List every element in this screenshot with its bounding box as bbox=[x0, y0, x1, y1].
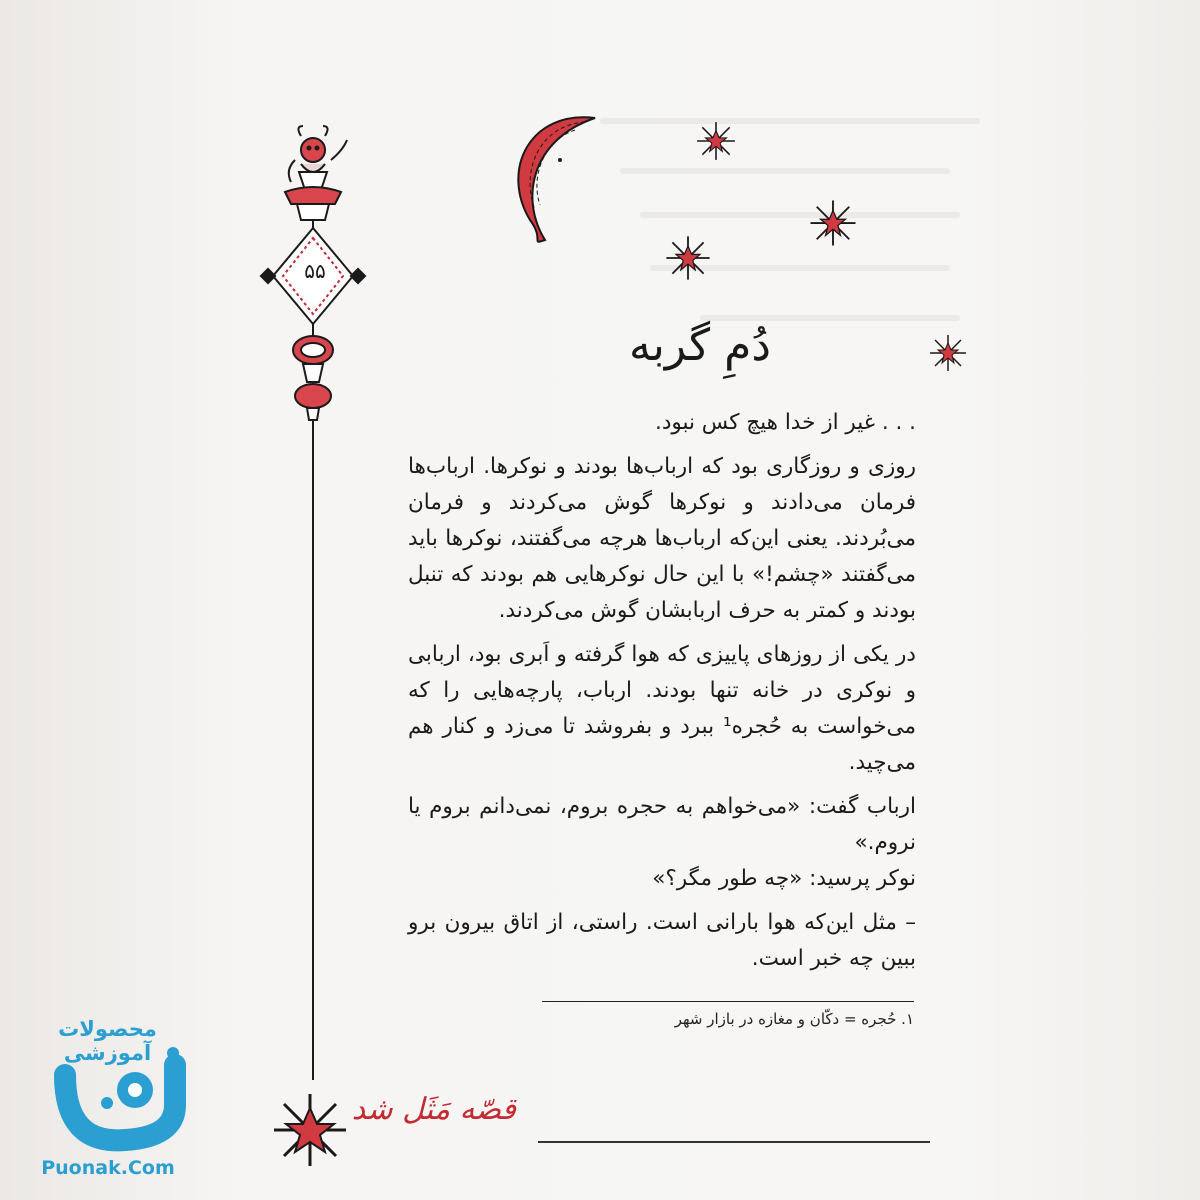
paragraph: نوکر پرسید: «چه طور مگر؟» bbox=[652, 866, 916, 891]
star-icon bbox=[270, 1090, 350, 1170]
bleed-through-line bbox=[600, 118, 980, 124]
bleed-through-line bbox=[620, 168, 950, 174]
bottom-divider bbox=[538, 1141, 930, 1143]
watermark-logo bbox=[35, 1045, 195, 1155]
paragraph: در یکی از روزهای پاییزی که هوا گرفته و اَبری بود، اربابی و نوکری در خانه تنها بودند. ارباب، پارچه‌هایی را که می‌خواست به حُجره¹ ببرد و بفروشد تا می‌زد و کنار هم می‌چید. bbox=[408, 642, 916, 775]
page-number: ۵۵ bbox=[304, 259, 326, 283]
story-body bbox=[408, 405, 916, 985]
paragraph: . . . غیر از خدا هیچ کس نبود. bbox=[654, 410, 916, 435]
star-icon bbox=[695, 120, 737, 162]
star-icon bbox=[928, 333, 968, 373]
watermark-logo-text: پونک bbox=[114, 1105, 116, 1106]
series-title: قصّه مَثَل شد bbox=[351, 1092, 516, 1127]
footnote: ۱. حُجره = دکّان و مغازه در بازار شهر bbox=[674, 1010, 914, 1028]
chapter-title: دُمِ گربه bbox=[629, 320, 771, 371]
paragraph: روزی و روزگاری بود که ارباب‌ها بودند و نوکرها. ارباب‌ها فرمان می‌دادند و نوکرها گوش می‌کردند و فرمان می‌بُردند. یعنی این‌که ارباب‌ها هرچه می‌گفتند، نوکرها باید می‌گفتند «چشم!» با این حال نوکرهایی هم بودند که تنبل بودند و کمتر به حرف اربابشان گوش می‌کردند. bbox=[408, 454, 916, 623]
footnote-divider bbox=[542, 1001, 914, 1002]
paragraph: – مثل این‌که هوا بارانی است. راستی، از اتاق بیرون برو ببین چه خبر است. bbox=[408, 910, 916, 971]
paragraph: ارباب گفت: «می‌خواهم به حجره بروم، نمی‌دانم بروم یا نروم.» bbox=[408, 794, 916, 855]
star-icon bbox=[664, 234, 712, 282]
crescent-moon-illustration bbox=[490, 100, 610, 250]
bleed-through-line bbox=[640, 212, 960, 218]
watermark-url: Puonak.Com bbox=[41, 1157, 175, 1179]
star-icon bbox=[808, 198, 858, 248]
watermark-tagline: محصولات آموزشی bbox=[58, 1017, 157, 1065]
